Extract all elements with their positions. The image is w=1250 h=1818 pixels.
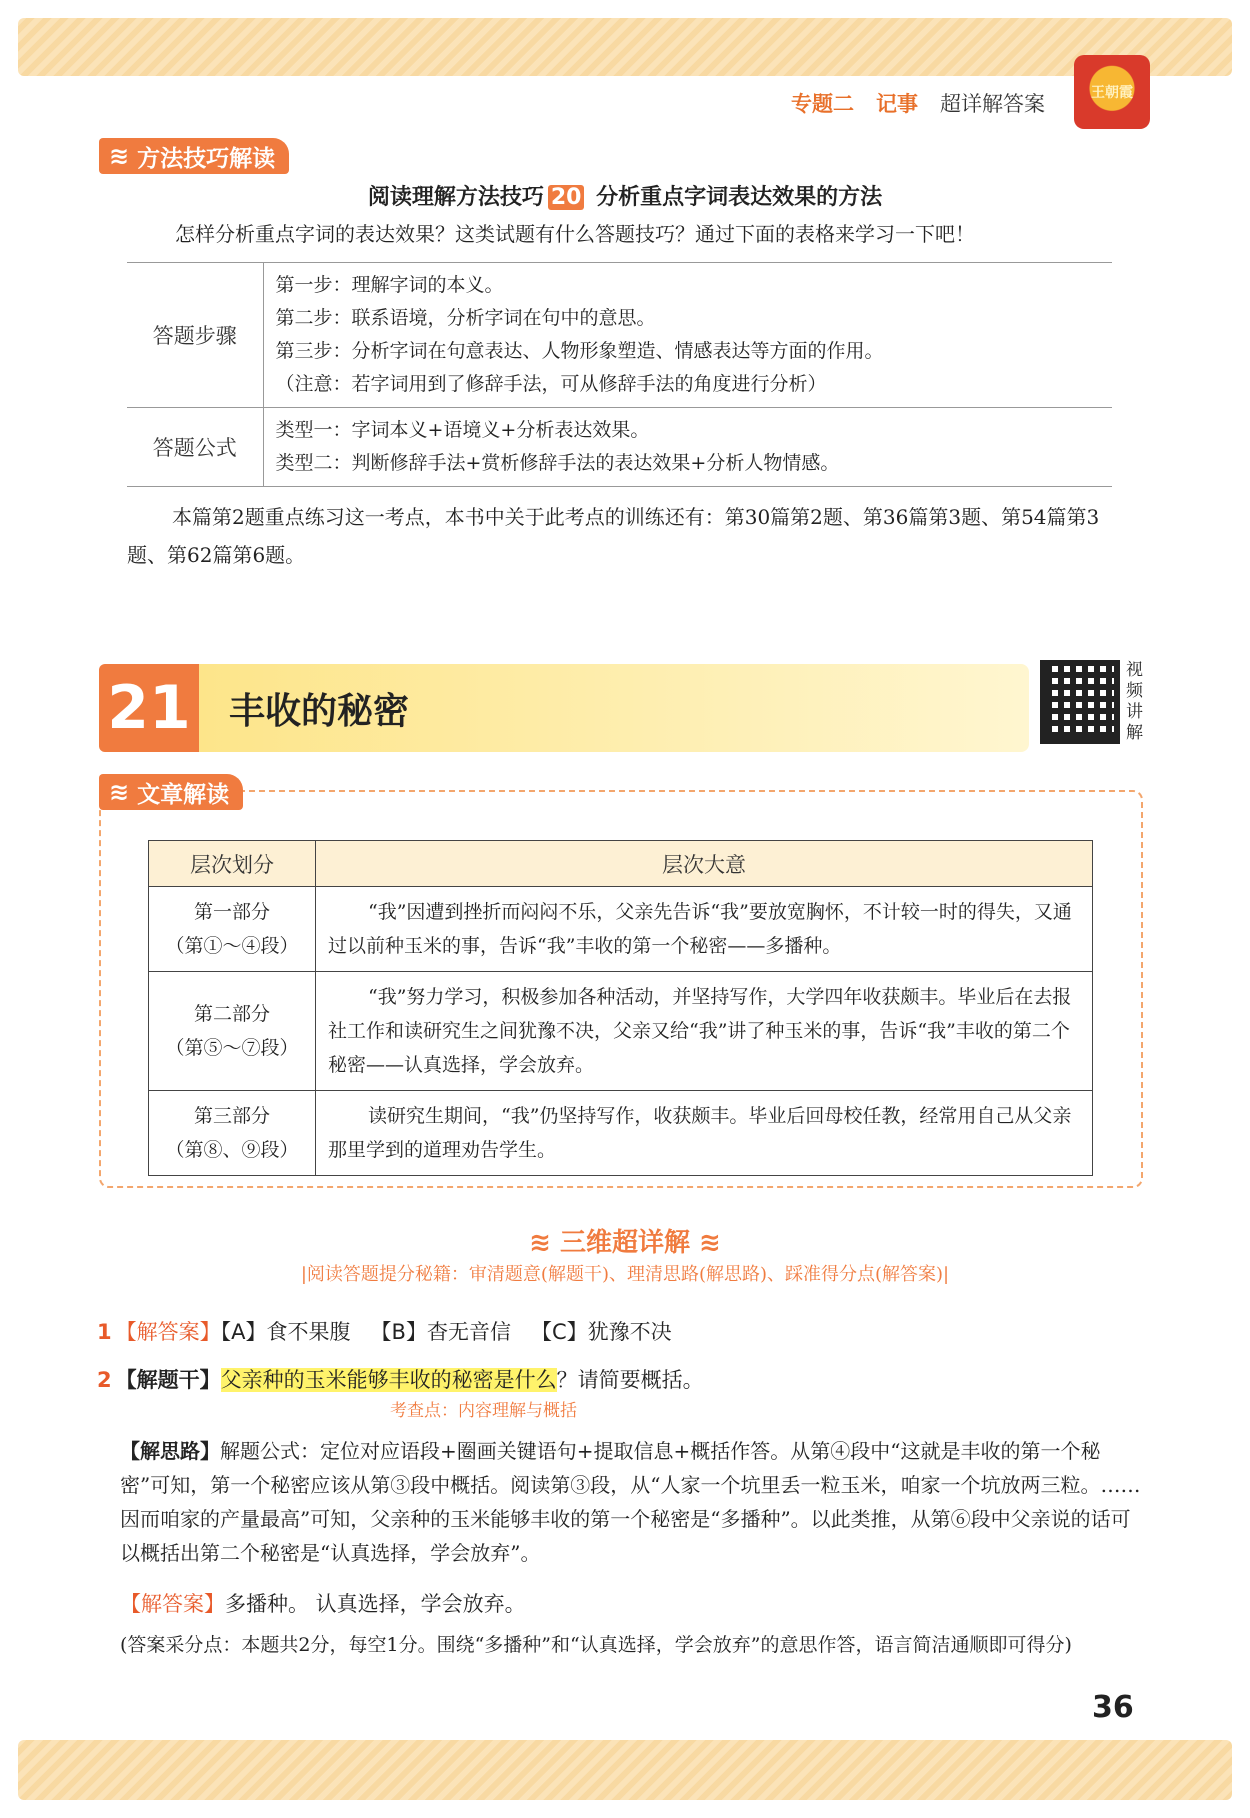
running-header (791, 88, 1045, 118)
question-number: 1 (97, 1320, 112, 1344)
part-cell: 第一部分 （第①～④段） (149, 887, 316, 972)
article-number: 21 (99, 664, 199, 752)
top-decorative-band (18, 18, 1232, 76)
header-book: 超详解答案 (940, 92, 1045, 116)
waves-icon: ≋ (109, 778, 128, 806)
method-intro: 怎样分析重点字词的表达效果？这类试题有什么答题技巧？通过下面的表格来学习一下吧！ (175, 222, 975, 246)
practice-note: 本篇第2题重点练习这一考点，本书中关于此考点的训练还有：第30篇第2题、第36篇第3题、第54篇第3题、第62篇第6题。 (127, 505, 1100, 567)
part-cell: 第三部分 （第⑧、⑨段） (149, 1091, 316, 1176)
header-cell: 层次大意 (316, 841, 1093, 887)
table-row (149, 1091, 1093, 1176)
waves-icon: ≋ (109, 142, 128, 170)
explain-title: ≋ 三维超详解 ≋ (529, 1228, 721, 1258)
question-2: 2 【解题干】父亲种的玉米能够丰收的秘密是什么？请简要概括。 (97, 1368, 704, 1392)
row-content: 第一步：理解字词的本义。 第二步：联系语境，分析字词在句中的意思。 第三步：分析字词在句意表达、人物形象塑造、情感表达等方面的作用。 （注意：若字词用到了修辞手法，可从修辞手法的角度进行分析） (263, 263, 1112, 408)
focus-annotation: 考查点：内容理解与概括 (390, 1401, 577, 1421)
row-label: 答题公式 (127, 408, 263, 487)
structure-table (148, 840, 1093, 1176)
summary-cell: 读研究生期间，“我”仍坚持写作，收获颇丰。毕业后回母校任教，经常用自己从父亲那里学到的道理劝告学生。 (316, 1091, 1093, 1176)
waves-icon: ≋ (529, 1228, 560, 1258)
analysis-text: 解题公式：定位对应语段+圈画关键语句+提取信息+概括作答。从第④段中“这就是丰收的第一个秘密”可知，第一个秘密应该从第③段中概括。阅读第③段，从“人家一个坑里丢一粒玉米，咱家一个坑放两三粒。……因而咱家的产量最高”可知，父亲种的玉米能够丰收的第一个秘密是“多播种”。以此类推，从第⑥段中父亲说的话可以概括出第二个秘密是“认真选择，学会放弃”。 (120, 1439, 1141, 1565)
method-table (127, 262, 1112, 487)
section-tag-label: 方法技巧解读 (137, 145, 276, 172)
article-title-bar (199, 664, 1029, 752)
part-cell: 第二部分 （第⑤～⑦段） (149, 972, 316, 1091)
row-content: 类型一：字词本义+语境义+分析表达效果。 类型二：判断修辞手法+赏析修辞手法的表达效果+分析人物情感。 (263, 408, 1112, 487)
scoring-note: (答案采分点：本题共2分，每空1分。围绕“多播种”和“认真选择，学会放弃”的意思作答，语言简洁通顺即可得分) (120, 1634, 1072, 1656)
section-tag-label: 文章解读 (137, 781, 230, 808)
video-label[interactable]: 视频讲解 (1126, 660, 1143, 743)
answer-line (120, 1588, 526, 1618)
stem-tag: 【解题干】 (115, 1368, 221, 1392)
page-number: 36 (1092, 1690, 1134, 1725)
header-category: 记事 (876, 92, 918, 116)
section-tag-method (99, 138, 289, 174)
analysis-tag: 【解思路】 (120, 1439, 220, 1463)
bottom-decorative-band (18, 1740, 1232, 1800)
highlighted-question: 父亲种的玉米能够丰收的秘密是什么 (220, 1368, 557, 1392)
waves-icon: ≋ (690, 1228, 721, 1258)
summary-cell: “我”因遭到挫折而闷闷不乐，父亲先告诉“我”要放宽胸怀，不计较一时的得失，又通过以前种玉米的事，告诉“我”丰收的第一个秘密——多播种。 (316, 887, 1093, 972)
table-row (127, 263, 1112, 408)
summary-cell: “我”努力学习，积极参加各种活动，并坚持写作，大学四年收获颇丰。毕业后在去报社工作和读研究生之间犹豫不决，父亲又给“我”讲了种玉米的事，告诉“我”丰收的第二个秘密——认真选择，学会放弃。 (316, 972, 1093, 1091)
analysis-paragraph (120, 1434, 1144, 1570)
header-cell: 层次划分 (149, 841, 316, 887)
question-number: 2 (97, 1368, 112, 1392)
answer-tag: 【解答案】 (120, 1592, 225, 1616)
qr-code-icon[interactable] (1040, 660, 1120, 744)
header-topic: 专题二 (791, 92, 854, 116)
answer-text: 多播种。 认真选择，学会放弃。 (225, 1592, 526, 1616)
table-row (149, 972, 1093, 1091)
answer-tag: 【解答案】 (115, 1320, 221, 1344)
table-header (149, 841, 1093, 887)
method-number: 20 (548, 185, 585, 210)
table-row (127, 408, 1112, 487)
table-row (149, 887, 1093, 972)
row-label: 答题步骤 (127, 263, 263, 408)
logo-text: 王朝霞 (1091, 85, 1133, 101)
question-1: 1 【解答案】【A】食不果腹 【B】杳无音信 【C】犹豫不决 (97, 1320, 672, 1344)
section-tag-article (99, 774, 243, 810)
method-title: 阅读理解方法技巧 20 分析重点字词表达效果的方法 (367, 185, 883, 210)
explain-subtitle: |阅读答题提分秘籍：审清题意(解题干)、理清思路(解思路)、踩准得分点(解答案)| (300, 1264, 950, 1285)
brand-logo (1074, 55, 1150, 129)
article-title: 丰收的秘密 (229, 690, 410, 732)
